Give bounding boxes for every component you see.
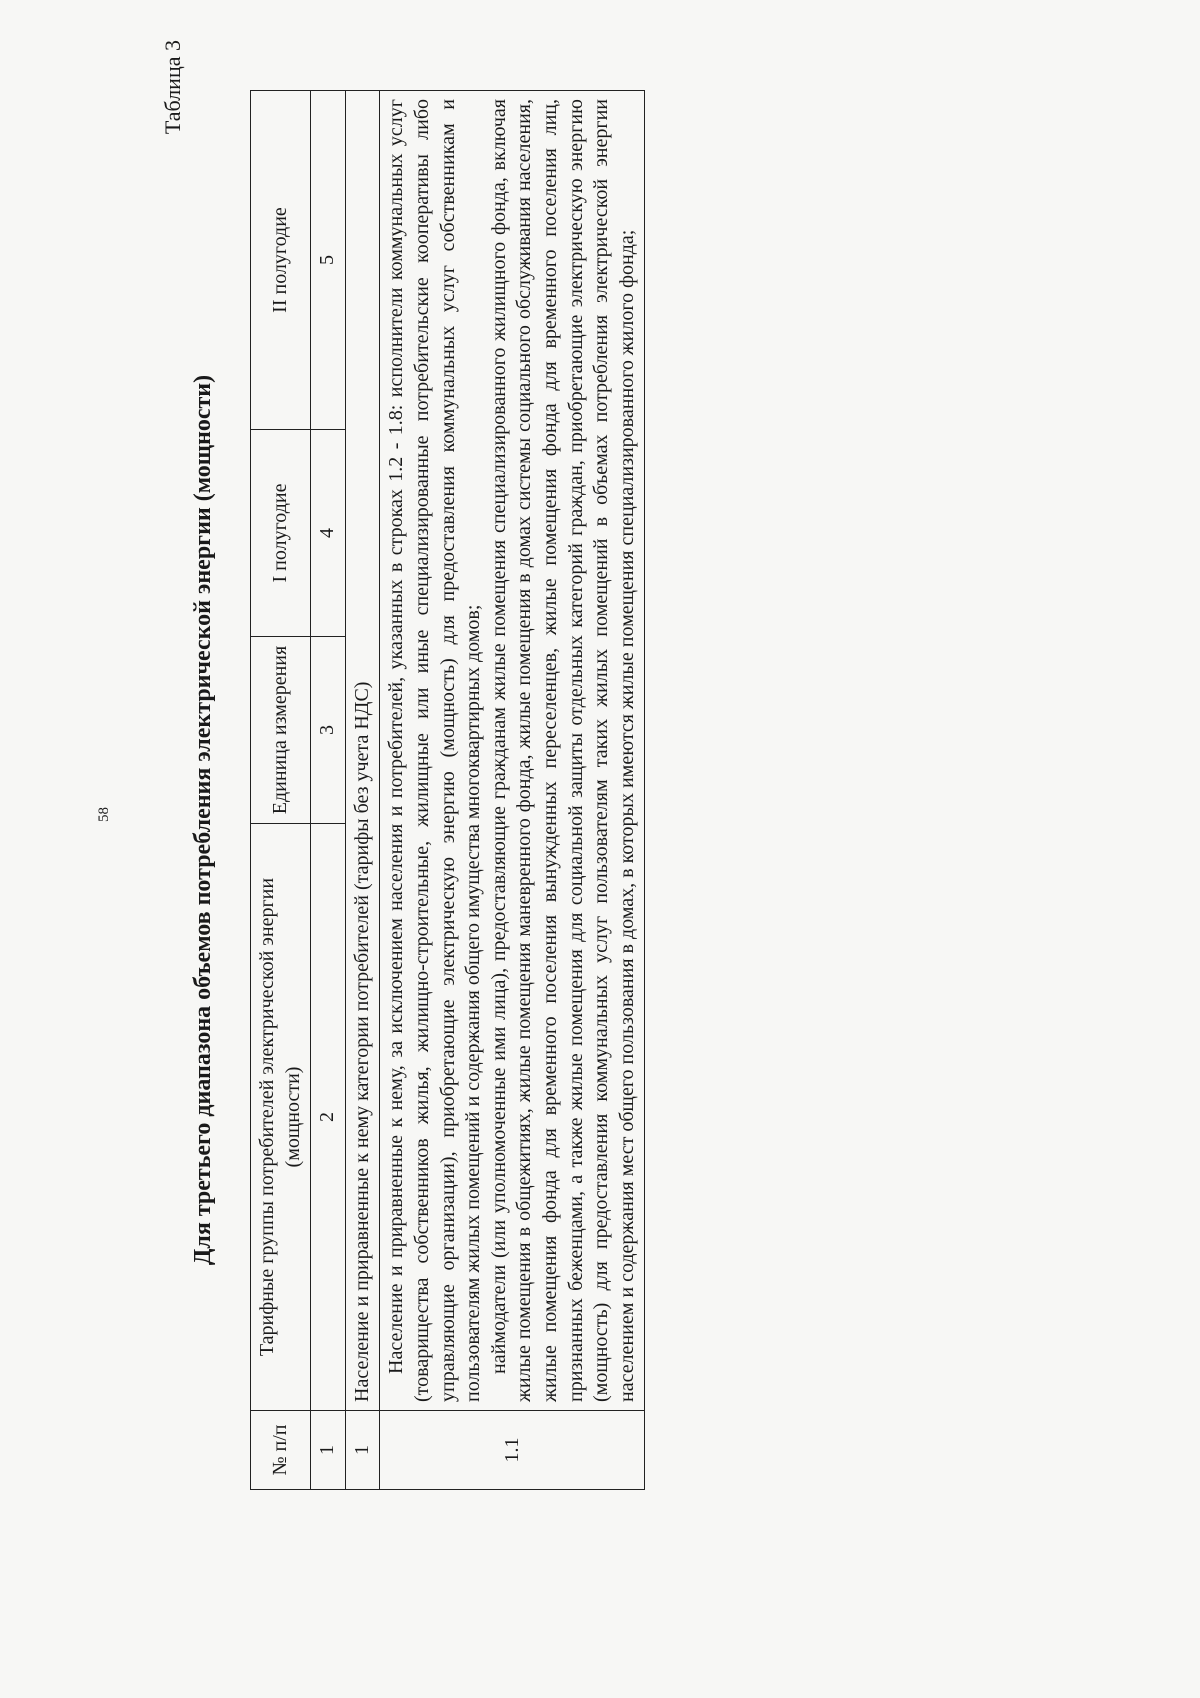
document-title: Для третьего диапазона объемов потребления электрической энергии (мощности)	[190, 374, 216, 1266]
tariff-table	[250, 90, 645, 1490]
rotated-page-content	[150, 40, 1110, 1600]
column-index-4: 4	[311, 430, 346, 637]
table-header-row	[251, 91, 311, 1490]
row-paragraph-1: Население и приравненные к нему, за исключением населения и потребителей, указанных в строках 1.2 - 1.8: исполнители коммунальных услуг (товарищества собственников жилья, жилищно-строительные, жилищные или иные специализированные потребительские кооперативы либо управляющие организации), приобретающие электрическую энергию (мощность) для предоставления коммунальных услуг собственникам и пользователям жилых помещений и содержания общего имущества многоквартирных домов;	[385, 99, 485, 1402]
section-title: Население и приравненные к нему категории потребителей (тарифы без учета НДС)	[345, 91, 380, 1411]
column-index-3: 3	[311, 637, 346, 824]
column-index-5: 5	[311, 91, 346, 430]
column-index-row	[311, 91, 346, 1490]
row-paragraph-2: наймодатели (или уполномоченные ими лица), предоставляющие гражданам жилые помещения специализированного жилищного фонда, включая жилые помещения в общежитиях, жилые помещения маневренного фонда, жилые помещения в домах системы социального обслуживания населения, жилые помещения фонда для временного поселения вынужденных переселенцев, жилые помещения фонда для временного поселения лиц, признанных беженцами, а также жилые помещения для социальной защиты отдельных категорий граждан, приобретающие электрическую энергию (мощность) для предоставления коммунальных услуг пользователям таких жилых помещений в объемах потребления электрической энергии населением и содержания мест общего пользования в домах, в которых имеются жилые помещения специализированного жилого фонда;	[487, 99, 638, 1402]
column-index-2: 2	[311, 824, 346, 1411]
column-index-1: 1	[311, 1411, 346, 1490]
header-unit: Единица измерения	[251, 637, 311, 824]
header-number: № п/п	[251, 1411, 311, 1490]
table-label: Таблица 3	[160, 40, 185, 135]
section-number: 1	[345, 1411, 380, 1490]
header-second-half: II полугодие	[251, 91, 311, 430]
header-tariff-group: Тарифные группы потребителей электрической энергии (мощности)	[251, 824, 311, 1411]
header-first-half: I полугодие	[251, 430, 311, 637]
row-number: 1.1	[380, 1411, 645, 1490]
row-description	[380, 91, 645, 1411]
table-row	[380, 91, 645, 1490]
section-row	[345, 91, 380, 1490]
page-number: 58	[96, 807, 112, 822]
